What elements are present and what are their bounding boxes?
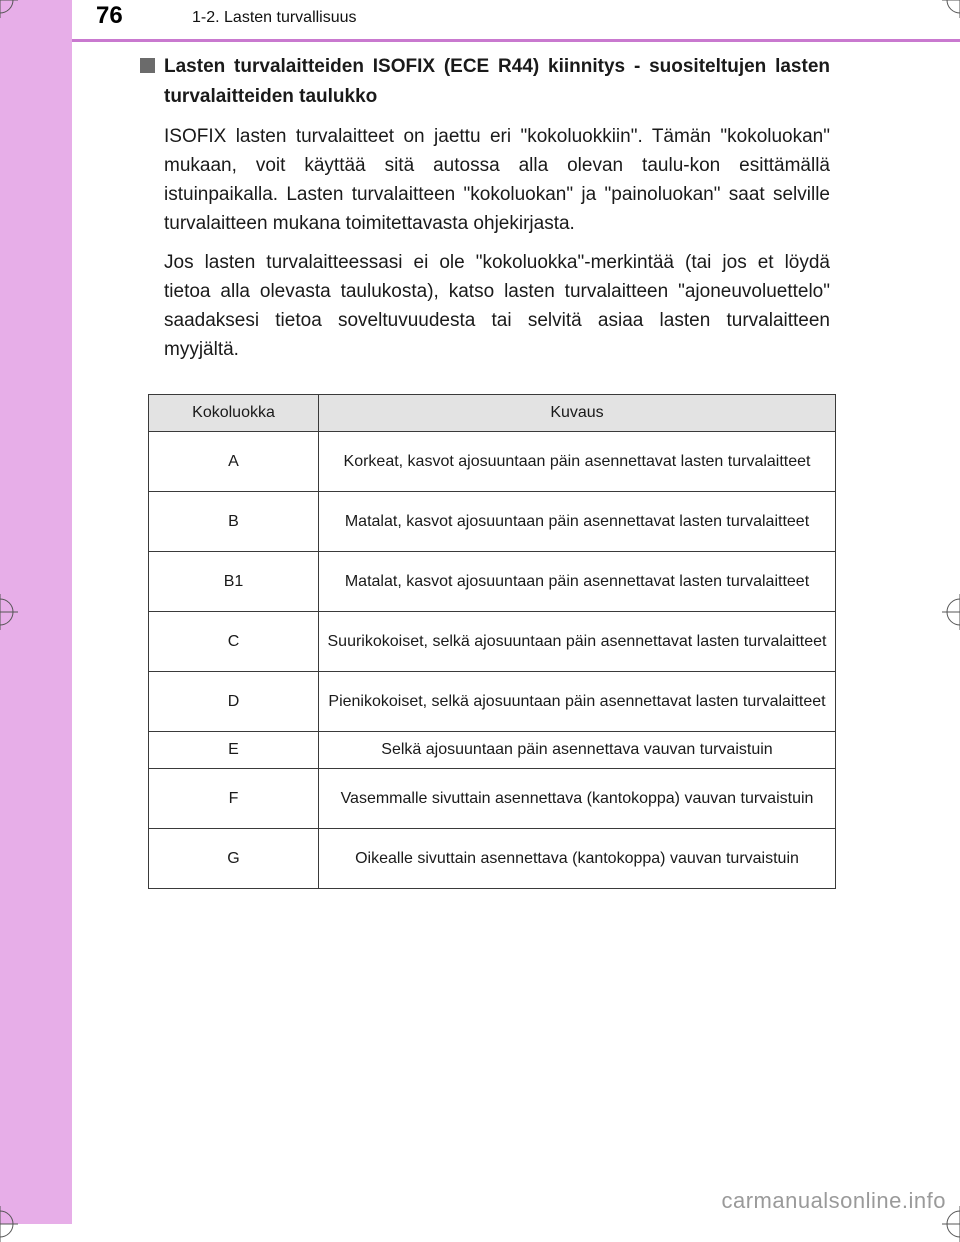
isofix-size-class-table	[148, 394, 836, 889]
header-rule	[72, 39, 960, 42]
page-header	[72, 0, 960, 44]
crop-mark-top-right-icon	[942, 0, 960, 18]
paragraph-no-marking: Jos lasten turvalaitteessasi ei ole "kokoluokka"-merkintää (tai jos et löydä tietoa alla olevasta taulukosta), katso lasten turvalaitteen "ajoneuvoluettelo" saadaksesi tietoa soveltuvuudesta tai selvitä asiaa lasten turvalaitteen myyjältä.	[164, 252, 830, 360]
description-cell: Matalat, kasvot ajosuuntaan päin asennettavat lasten turvalaitteet	[319, 552, 836, 612]
table-row	[149, 552, 836, 612]
column-header-description: Kuvaus	[319, 395, 836, 432]
size-class-cell: G	[149, 829, 319, 889]
crop-mark-mid-right-icon	[942, 594, 960, 630]
size-class-cell: A	[149, 432, 319, 492]
crop-mark-mid-left-icon	[0, 594, 18, 630]
description-cell: Vasemmalle sivuttain asennettava (kantokoppa) vauvan turvaistuin	[319, 769, 836, 829]
table-header-row	[149, 395, 836, 432]
paragraph-size-classes: ISOFIX lasten turvalaitteet on jaettu eri "kokoluokkiin". Tämän "kokoluokan" mukaan, voit käyttää sitä autossa alla olevan taulu-kon esittämällä istuinpaikalla. Lasten turvalaitteen "kokoluokan" ja "painoluokan" saat selville turvalaitteen mukana toimitettavasta ohjekirjasta.	[164, 126, 830, 234]
chapter-title: 1-2. Lasten turvallisuus	[192, 9, 357, 26]
description-cell: Selkä ajosuuntaan päin asennettava vauvan turvaistuin	[319, 732, 836, 769]
page-number: 76	[96, 2, 123, 29]
table-row	[149, 829, 836, 889]
size-class-cell: B1	[149, 552, 319, 612]
description-cell: Suurikokoiset, selkä ajosuuntaan päin asennettavat lasten turvalaitteet	[319, 612, 836, 672]
table-row	[149, 492, 836, 552]
section-heading	[140, 52, 830, 112]
table-row	[149, 732, 836, 769]
description-cell: Matalat, kasvot ajosuuntaan päin asennettavat lasten turvalaitteet	[319, 492, 836, 552]
description-cell: Oikealle sivuttain asennettava (kantokoppa) vauvan turvaistuin	[319, 829, 836, 889]
crop-mark-bottom-left-icon	[0, 1206, 18, 1242]
table-row	[149, 432, 836, 492]
description-cell: Pienikokoiset, selkä ajosuuntaan päin asennettavat lasten turvalaitteet	[319, 672, 836, 732]
table-row	[149, 769, 836, 829]
size-class-cell: B	[149, 492, 319, 552]
main-content	[140, 52, 830, 364]
table-row	[149, 612, 836, 672]
section-heading-text: Lasten turvalaitteiden ISOFIX (ECE R44) kiinnitys - suositeltujen lasten turvalaitteiden taulukko	[164, 56, 830, 107]
size-class-cell: D	[149, 672, 319, 732]
square-bullet-icon	[140, 58, 155, 73]
table-row	[149, 672, 836, 732]
size-class-cell: F	[149, 769, 319, 829]
footer-watermark: carmanualsonline.info	[721, 1188, 946, 1213]
column-header-size-class: Kokoluokka	[149, 395, 319, 432]
size-class-cell: C	[149, 612, 319, 672]
description-cell: Korkeat, kasvot ajosuuntaan päin asennettavat lasten turvalaitteet	[319, 432, 836, 492]
size-class-cell: E	[149, 732, 319, 769]
crop-mark-top-left-icon	[0, 0, 18, 18]
